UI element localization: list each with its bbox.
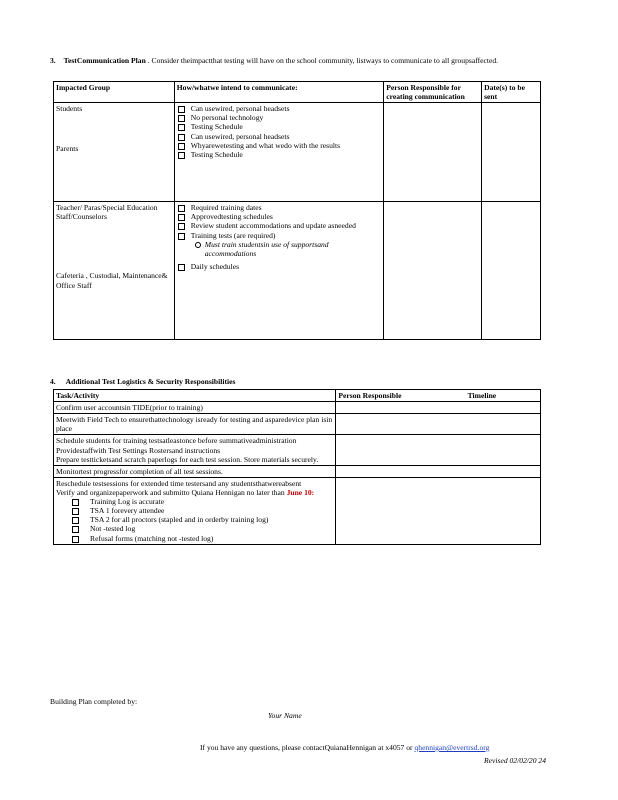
- task-cell: Confirm user accountsin TIDE(prior to training): [54, 402, 336, 414]
- date-cell[interactable]: [482, 103, 541, 202]
- group-parents: Parents: [56, 144, 79, 154]
- email-link[interactable]: qhennigan@evertrsd.org: [414, 743, 490, 752]
- checkbox-item: Can usewired, personal headsets: [177, 104, 382, 113]
- communication-cell: [174, 202, 384, 340]
- questions-text: If you have any questions, please contactQuianaHennigan at x4057 or: [200, 743, 413, 752]
- group-cell: [54, 202, 175, 340]
- table-row: [54, 477, 541, 544]
- header-person-responsible: Person Responsible for creating communication: [384, 82, 482, 103]
- task-cell: Monitortest progressfor completion of all test sessions.: [54, 465, 336, 477]
- person-timeline-cell[interactable]: [336, 402, 541, 414]
- table-row: [54, 103, 541, 202]
- checkbox-item: No personal technology: [177, 113, 382, 122]
- table-row: [54, 202, 541, 340]
- section4-title: Additional Test Logistics & Security Responsibilities: [65, 377, 236, 386]
- task-text: Providestaffwith Test Settings Rostersand instructions: [56, 445, 221, 455]
- checkbox-item: TSA 1 forevery attendee: [72, 506, 333, 515]
- communication-plan-table: [53, 81, 541, 340]
- section4-number: 4.: [50, 377, 56, 386]
- table-row: [54, 435, 541, 465]
- task-cell: Meetwith Field Tech to ensurethattechnology isready for testing and asparedevice plan isin place: [54, 414, 336, 435]
- revised-date: Revised 02/02/20 24: [484, 756, 547, 765]
- task-text: Prepare testticketsand scratch paperlogs for each test session. Store materials securely.: [56, 454, 319, 464]
- checkbox-item: Can usewired, personal headsets: [177, 132, 382, 141]
- task-text: Schedule students for training testsatleastonce before summativeadministration: [56, 436, 297, 446]
- deadline-date: June 10: [286, 487, 312, 497]
- checkbox-item: TSA 2 for all proctors (stapled and in orderby training log): [72, 515, 333, 524]
- group-cell: [54, 103, 175, 202]
- checkbox-item: Approvedtesting schedules: [177, 212, 382, 221]
- group-teacher: Teacher/ Paras/Special Education Staff/Counselors: [56, 203, 158, 222]
- table-row: [54, 465, 541, 477]
- completed-by-label: Building Plan completed by:: [50, 697, 138, 706]
- person-cell[interactable]: [384, 103, 482, 202]
- section3-title: TestCommunication Plan: [63, 56, 146, 65]
- questions-line: [200, 743, 605, 752]
- person-cell[interactable]: [384, 202, 482, 340]
- person-timeline-cell[interactable]: [336, 414, 541, 435]
- checkbox-item: Refusal forms (matching not -tested log): [72, 534, 333, 543]
- person-timeline-cell[interactable]: [336, 435, 541, 465]
- header-dates: Date(s) to be sent: [482, 82, 541, 103]
- sub-bullet-item: Must train studentsin use of supportsand accommodations: [195, 240, 382, 258]
- header-how-communicate: How/whatwe intend to communicate:: [174, 82, 384, 103]
- group-students: Students: [56, 104, 83, 114]
- table-header-row: [54, 82, 541, 103]
- checkbox-item: Testing Schedule: [177, 150, 382, 159]
- checkbox-item: Whyarewetesting and what wedo with the results: [177, 141, 382, 150]
- section4-heading: [50, 377, 235, 386]
- checkbox-item: Not -tested log: [72, 524, 333, 533]
- table-row: [54, 414, 541, 435]
- checkbox-item: Review student accommodations and update asneeded: [177, 221, 382, 230]
- checkbox-item: Testing Schedule: [177, 122, 382, 131]
- task-cell: [54, 435, 336, 465]
- header-impacted-group: Impacted Group: [54, 82, 175, 103]
- section3-text: . Consider theimpactthat testing will have on the school community, listways to communicate to all groupsaffected.: [147, 56, 499, 65]
- section3-number: 3.: [50, 56, 56, 65]
- table-header-row: [54, 390, 541, 402]
- task-text: Reschedule testsessions for extended time testersand any studentsthatwereabsent: [56, 478, 302, 488]
- group-cafeteria: Cafeteria , Custodial, Maintenance& Office Staff: [56, 271, 168, 290]
- checkbox-item: Training Log is accurate: [72, 497, 333, 506]
- person-timeline-cell[interactable]: [336, 465, 541, 477]
- task-text: Verify and organizepaperwork and submitto Quiana Hennigan no later than June 10:: [56, 487, 315, 497]
- task-cell: [54, 477, 336, 544]
- table-row: [54, 402, 541, 414]
- header-task: Task/Activity: [54, 390, 336, 402]
- person-timeline-cell[interactable]: [336, 477, 541, 544]
- checkbox-item: Training tests (are required): [177, 231, 382, 240]
- communication-cell: [174, 103, 384, 202]
- header-person: Person Responsible: [336, 390, 466, 402]
- logistics-table: [53, 389, 541, 545]
- date-cell[interactable]: [482, 202, 541, 340]
- checkbox-item: Daily schedules: [177, 262, 382, 271]
- section3-intro: [50, 56, 542, 65]
- header-timeline: Timeline: [466, 390, 541, 402]
- checkbox-item: Required training dates: [177, 203, 382, 212]
- your-name-label[interactable]: Your Name: [268, 711, 302, 720]
